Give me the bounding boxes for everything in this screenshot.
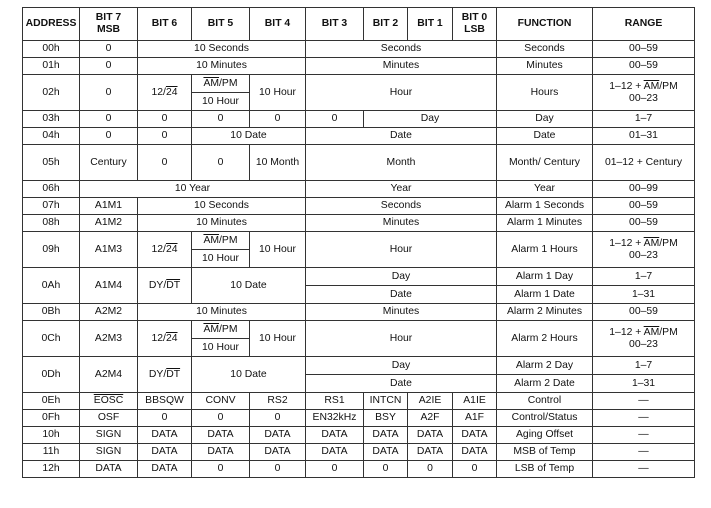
range-cell: 01–31 [593,128,695,145]
range-cell: 00–59 [593,304,695,321]
bit-cell: INTCN [364,393,408,410]
table-row [23,268,695,286]
bit-cell: 10 Hour [192,93,250,111]
table-row [23,215,695,232]
bit-cell: DATA [192,444,250,461]
bit-cell: Minutes [306,58,497,75]
bit-cell: DATA [138,444,192,461]
bit-cell: 10 Date [192,128,306,145]
bit-cell: 10 Hour [250,75,306,111]
function-cell: Minutes [497,58,593,75]
bit-cell: A1M2 [80,215,138,232]
header-bit1: BIT 1 [408,8,453,41]
header-bit5: BIT 5 [192,8,250,41]
address-cell: 11h [23,444,80,461]
bit-cell: Minutes [306,215,497,232]
header-function: FUNCTION [497,8,593,41]
bit-cell: DATA [408,427,453,444]
bit-cell: Date [306,375,497,393]
range-cell: 1–7 [593,111,695,128]
function-cell: Alarm 2 Hours [497,321,593,357]
bit-cell: Hour [306,232,497,268]
function-cell: Alarm 2 Date [497,375,593,393]
range-cell: — [593,444,695,461]
function-cell: MSB of Temp [497,444,593,461]
function-cell: Alarm 1 Seconds [497,198,593,215]
bit-cell: Seconds [306,41,497,58]
bit-cell: DATA [250,427,306,444]
bit-cell: DATA [138,427,192,444]
table-row [23,427,695,444]
bit-cell: EN32kHz [306,410,364,427]
table-row [23,461,695,478]
table-row [23,145,695,181]
bit-cell: $\overline{AM}/PM$ [192,75,250,93]
header-row [23,8,695,41]
address-cell: 12h [23,461,80,478]
header-range: RANGE [593,8,695,41]
function-cell: Month/ Century [497,145,593,181]
bit-cell: 0 [138,410,192,427]
bit-cell: DATA [408,444,453,461]
address-cell: 0Ah [23,268,80,304]
address-cell: 06h [23,181,80,198]
bit-cell: 10 Date [192,268,306,304]
bit-cell: 12/24 [138,75,192,111]
function-cell: Alarm 2 Day [497,357,593,375]
table-row [23,444,695,461]
header-bit4: BIT 4 [250,8,306,41]
bit-cell: 0 [306,111,364,128]
function-cell: LSB of Temp [497,461,593,478]
bit-cell: Hour [306,321,497,357]
table-row [23,111,695,128]
bit-cell: 10 Hour [250,232,306,268]
bit-cell: 0 [192,111,250,128]
range-cell: $1-12 + \overline{AM}/PM$ 00–23 [593,75,695,111]
bit-cell: A2IE [408,393,453,410]
address-cell: 03h [23,111,80,128]
bit-cell: Minutes [306,304,497,321]
bit-cell: 0 [80,111,138,128]
bit-cell: Century [80,145,138,181]
bit-cell: A2F [408,410,453,427]
address-cell: 0Eh [23,393,80,410]
table-row [23,181,695,198]
bit-cell: DATA [306,444,364,461]
bit-cell: DATA [306,427,364,444]
bit-cell: $DY/\overline{DT}$ [138,357,192,393]
table-row [23,304,695,321]
bit-cell: RS2 [250,393,306,410]
bit-cell: $\overline{AM}/PM$ [192,232,250,250]
bit-cell: 10 Year [80,181,306,198]
bit-cell: DATA [453,427,497,444]
header-bit0: BIT 0 LSB [453,8,497,41]
function-cell: Control/Status [497,410,593,427]
bit-cell: 10 Month [250,145,306,181]
range-cell: 00–59 [593,58,695,75]
bit-cell: 0 [250,461,306,478]
bit-cell: RS1 [306,393,364,410]
address-cell: 0Dh [23,357,80,393]
header-bit3: BIT 3 [306,8,364,41]
range-cell: 1–31 [593,286,695,304]
bit-cell: 0 [80,58,138,75]
address-cell: 10h [23,427,80,444]
function-cell: Alarm 1 Day [497,268,593,286]
bit-cell: 0 [250,410,306,427]
bit-cell: 10 Date [192,357,306,393]
bit-cell: $DY/\overline{DT}$ [138,268,192,304]
bit-cell: DATA [364,444,408,461]
bit-cell: Day [364,111,497,128]
bit-cell: 10 Hour [192,339,250,357]
bit-cell: A1M1 [80,198,138,215]
function-cell: Alarm 2 Minutes [497,304,593,321]
header-bit2: BIT 2 [364,8,408,41]
address-cell: 00h [23,41,80,58]
table-row [23,75,695,93]
bit-cell: A1F [453,410,497,427]
address-cell: 05h [23,145,80,181]
bit-cell: 0 [192,410,250,427]
bit-cell: A1M4 [80,268,138,304]
bit-cell: OSF [80,410,138,427]
bit-cell: $\overline{AM}/PM$ [192,321,250,339]
range-cell: — [593,427,695,444]
function-cell: Control [497,393,593,410]
address-cell: 0Fh [23,410,80,427]
range-cell: 00–59 [593,41,695,58]
bit-cell: SIGN [80,427,138,444]
address-cell: 08h [23,215,80,232]
bit-cell: DATA [364,427,408,444]
function-cell: Alarm 1 Minutes [497,215,593,232]
bit-cell: Seconds [306,198,497,215]
bit-cell: A2M3 [80,321,138,357]
bit-cell: A1M3 [80,232,138,268]
range-cell: $1-12 + \overline{AM}/PM$ 00–23 [593,232,695,268]
address-cell: 0Ch [23,321,80,357]
bit-cell: DATA [138,461,192,478]
range-cell: — [593,461,695,478]
bit-cell: A1IE [453,393,497,410]
bit-cell: BBSQW [138,393,192,410]
bit-cell: 10 Minutes [138,58,306,75]
table-row [23,357,695,375]
function-cell: Date [497,128,593,145]
bit-cell: SIGN [80,444,138,461]
function-cell: Year [497,181,593,198]
table-row [23,393,695,410]
bit-cell: EOSC [80,393,138,410]
register-map-table [22,7,695,478]
bit-cell: Day [306,357,497,375]
header-address: ADDRESS [23,8,80,41]
table-row [23,58,695,75]
address-cell: 02h [23,75,80,111]
bit-cell: 0 [80,128,138,145]
range-cell: 01–12 + Century [593,145,695,181]
bit-cell: 0 [192,461,250,478]
range-cell: 00–59 [593,215,695,232]
bit-cell: 0 [306,461,364,478]
function-cell: Alarm 1 Hours [497,232,593,268]
table-row [23,232,695,250]
header-bit6: BIT 6 [138,8,192,41]
bit-cell: 12/24 [138,321,192,357]
bit-cell: 0 [138,128,192,145]
bit-cell: A2M2 [80,304,138,321]
range-cell: — [593,393,695,410]
bit-cell: 12/24 [138,232,192,268]
bit-cell: DATA [80,461,138,478]
bit-cell: A2M4 [80,357,138,393]
function-cell: Day [497,111,593,128]
bit-cell: DATA [192,427,250,444]
bit-cell: Month [306,145,497,181]
table-row [23,410,695,427]
address-cell: 04h [23,128,80,145]
address-cell: 09h [23,232,80,268]
bit-cell: 0 [250,111,306,128]
bit-cell: 10 Seconds [138,41,306,58]
bit-cell: DATA [453,444,497,461]
bit-cell: 0 [138,145,192,181]
bit-cell: 10 Hour [192,250,250,268]
range-cell: 1–7 [593,268,695,286]
bit-cell: 10 Seconds [138,198,306,215]
bit-cell: Date [306,128,497,145]
bit-cell: Hour [306,75,497,111]
function-cell: Aging Offset [497,427,593,444]
range-cell: 00–99 [593,181,695,198]
bit-cell: 10 Hour [250,321,306,357]
table-row [23,41,695,58]
bit-cell: DATA [250,444,306,461]
bit-cell: Year [306,181,497,198]
bit-cell: 0 [364,461,408,478]
bit-cell: 10 Minutes [138,215,306,232]
range-cell: 1–7 [593,357,695,375]
bit-cell: 10 Minutes [138,304,306,321]
bit-cell: Day [306,268,497,286]
bit-cell: 0 [192,145,250,181]
bit-cell: Date [306,286,497,304]
bit-cell: CONV [192,393,250,410]
header-bit7: BIT 7 MSB [80,8,138,41]
table-row [23,128,695,145]
bit-cell: BSY [364,410,408,427]
table-row [23,321,695,339]
bit-cell: 0 [80,41,138,58]
range-cell: 00–59 [593,198,695,215]
function-cell: Hours [497,75,593,111]
function-cell: Seconds [497,41,593,58]
bit-cell: 0 [138,111,192,128]
function-cell: Alarm 1 Date [497,286,593,304]
address-cell: 0Bh [23,304,80,321]
bit-cell: 0 [408,461,453,478]
range-cell: — [593,410,695,427]
range-cell: 1–31 [593,375,695,393]
address-cell: 01h [23,58,80,75]
address-cell: 07h [23,198,80,215]
bit-cell: 0 [80,75,138,111]
bit-cell: 0 [453,461,497,478]
table-row [23,198,695,215]
range-cell: $1-12 + \overline{AM}/PM$ 00–23 [593,321,695,357]
